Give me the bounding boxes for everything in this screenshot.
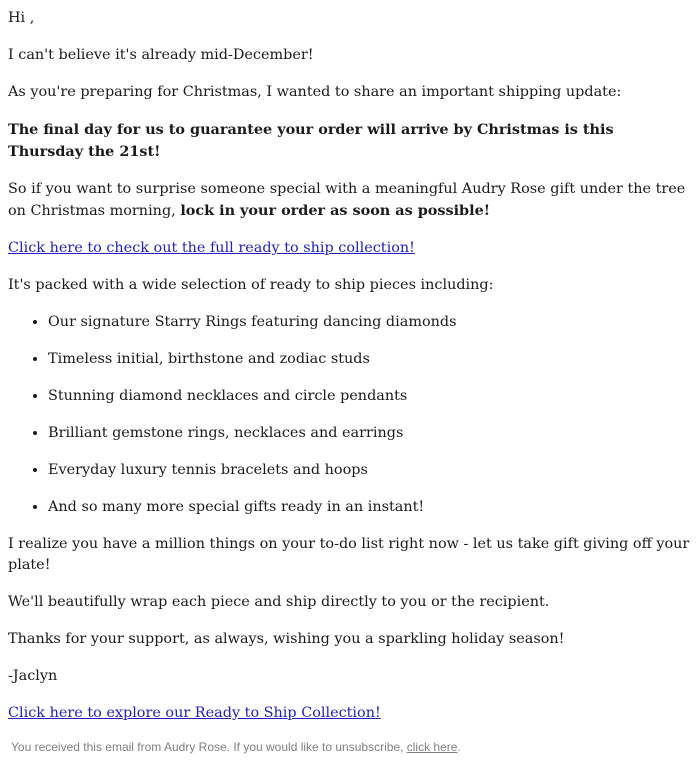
list-item: • Everyday luxury tennis bracelets and hoops [48, 460, 692, 481]
wrap-paragraph: We'll beautifully wrap each piece and ship directly to you or the recipient. [8, 594, 550, 610]
list-item: • Timeless initial, birthstone and zodiac studs [48, 349, 692, 370]
collection-link-paragraph [8, 238, 692, 259]
thanks-paragraph: Thanks for your support, as always, wishing you a sparkling holiday season! [8, 631, 565, 647]
ready-to-ship-collection-link[interactable]: Click here to check out the full ready to ship collection! [8, 240, 415, 256]
surprise-paragraph [8, 179, 692, 222]
list-item: • Brilliant gemstone rings, necklaces and earrings [48, 423, 692, 444]
footer-text: You received this email from Audry Rose. If you would like to unsubscribe, [11, 740, 407, 754]
list-item: • And so many more special gifts ready in an instant! [48, 497, 692, 518]
list-item: • Stunning diamond necklaces and circle pendants [48, 386, 692, 407]
footer-suffix: . [457, 740, 461, 754]
realize-paragraph: I realize you have a million things on your to-do list right now - let us take gift giving off your plate! [8, 536, 690, 573]
unsubscribe-link[interactable]: click here [406, 740, 458, 754]
deadline-paragraph [8, 119, 692, 163]
explore-collection-link[interactable]: Click here to explore our Ready to Ship Collection! [8, 705, 381, 721]
update-paragraph: As you're preparing for Christmas, I wanted to share an important shipping update: [8, 84, 622, 100]
surprise-text: So if you want to surprise someone special with a meaningful Audry Rose gift under the tree on Christmas morning, [8, 181, 686, 219]
signature: -Jaclyn [8, 668, 58, 684]
explore-link-paragraph [8, 703, 692, 724]
email-body [8, 8, 692, 740]
email-footer [11, 739, 461, 755]
packed-intro-paragraph: It's packed with a wide selection of ready to ship pieces including: [8, 277, 494, 293]
deadline-text: The final day for us to guarantee your order will arrive by Christmas is this Thursday the 21st! [8, 121, 614, 160]
greeting: Hi , [8, 10, 35, 26]
list-item: • Our signature Starry Rings featuring dancing diamonds [48, 312, 692, 333]
intro-paragraph: I can't believe it's already mid-December! [8, 47, 314, 63]
gift-list [8, 312, 692, 518]
surprise-bold-text: lock in your order as soon as possible! [180, 202, 491, 219]
